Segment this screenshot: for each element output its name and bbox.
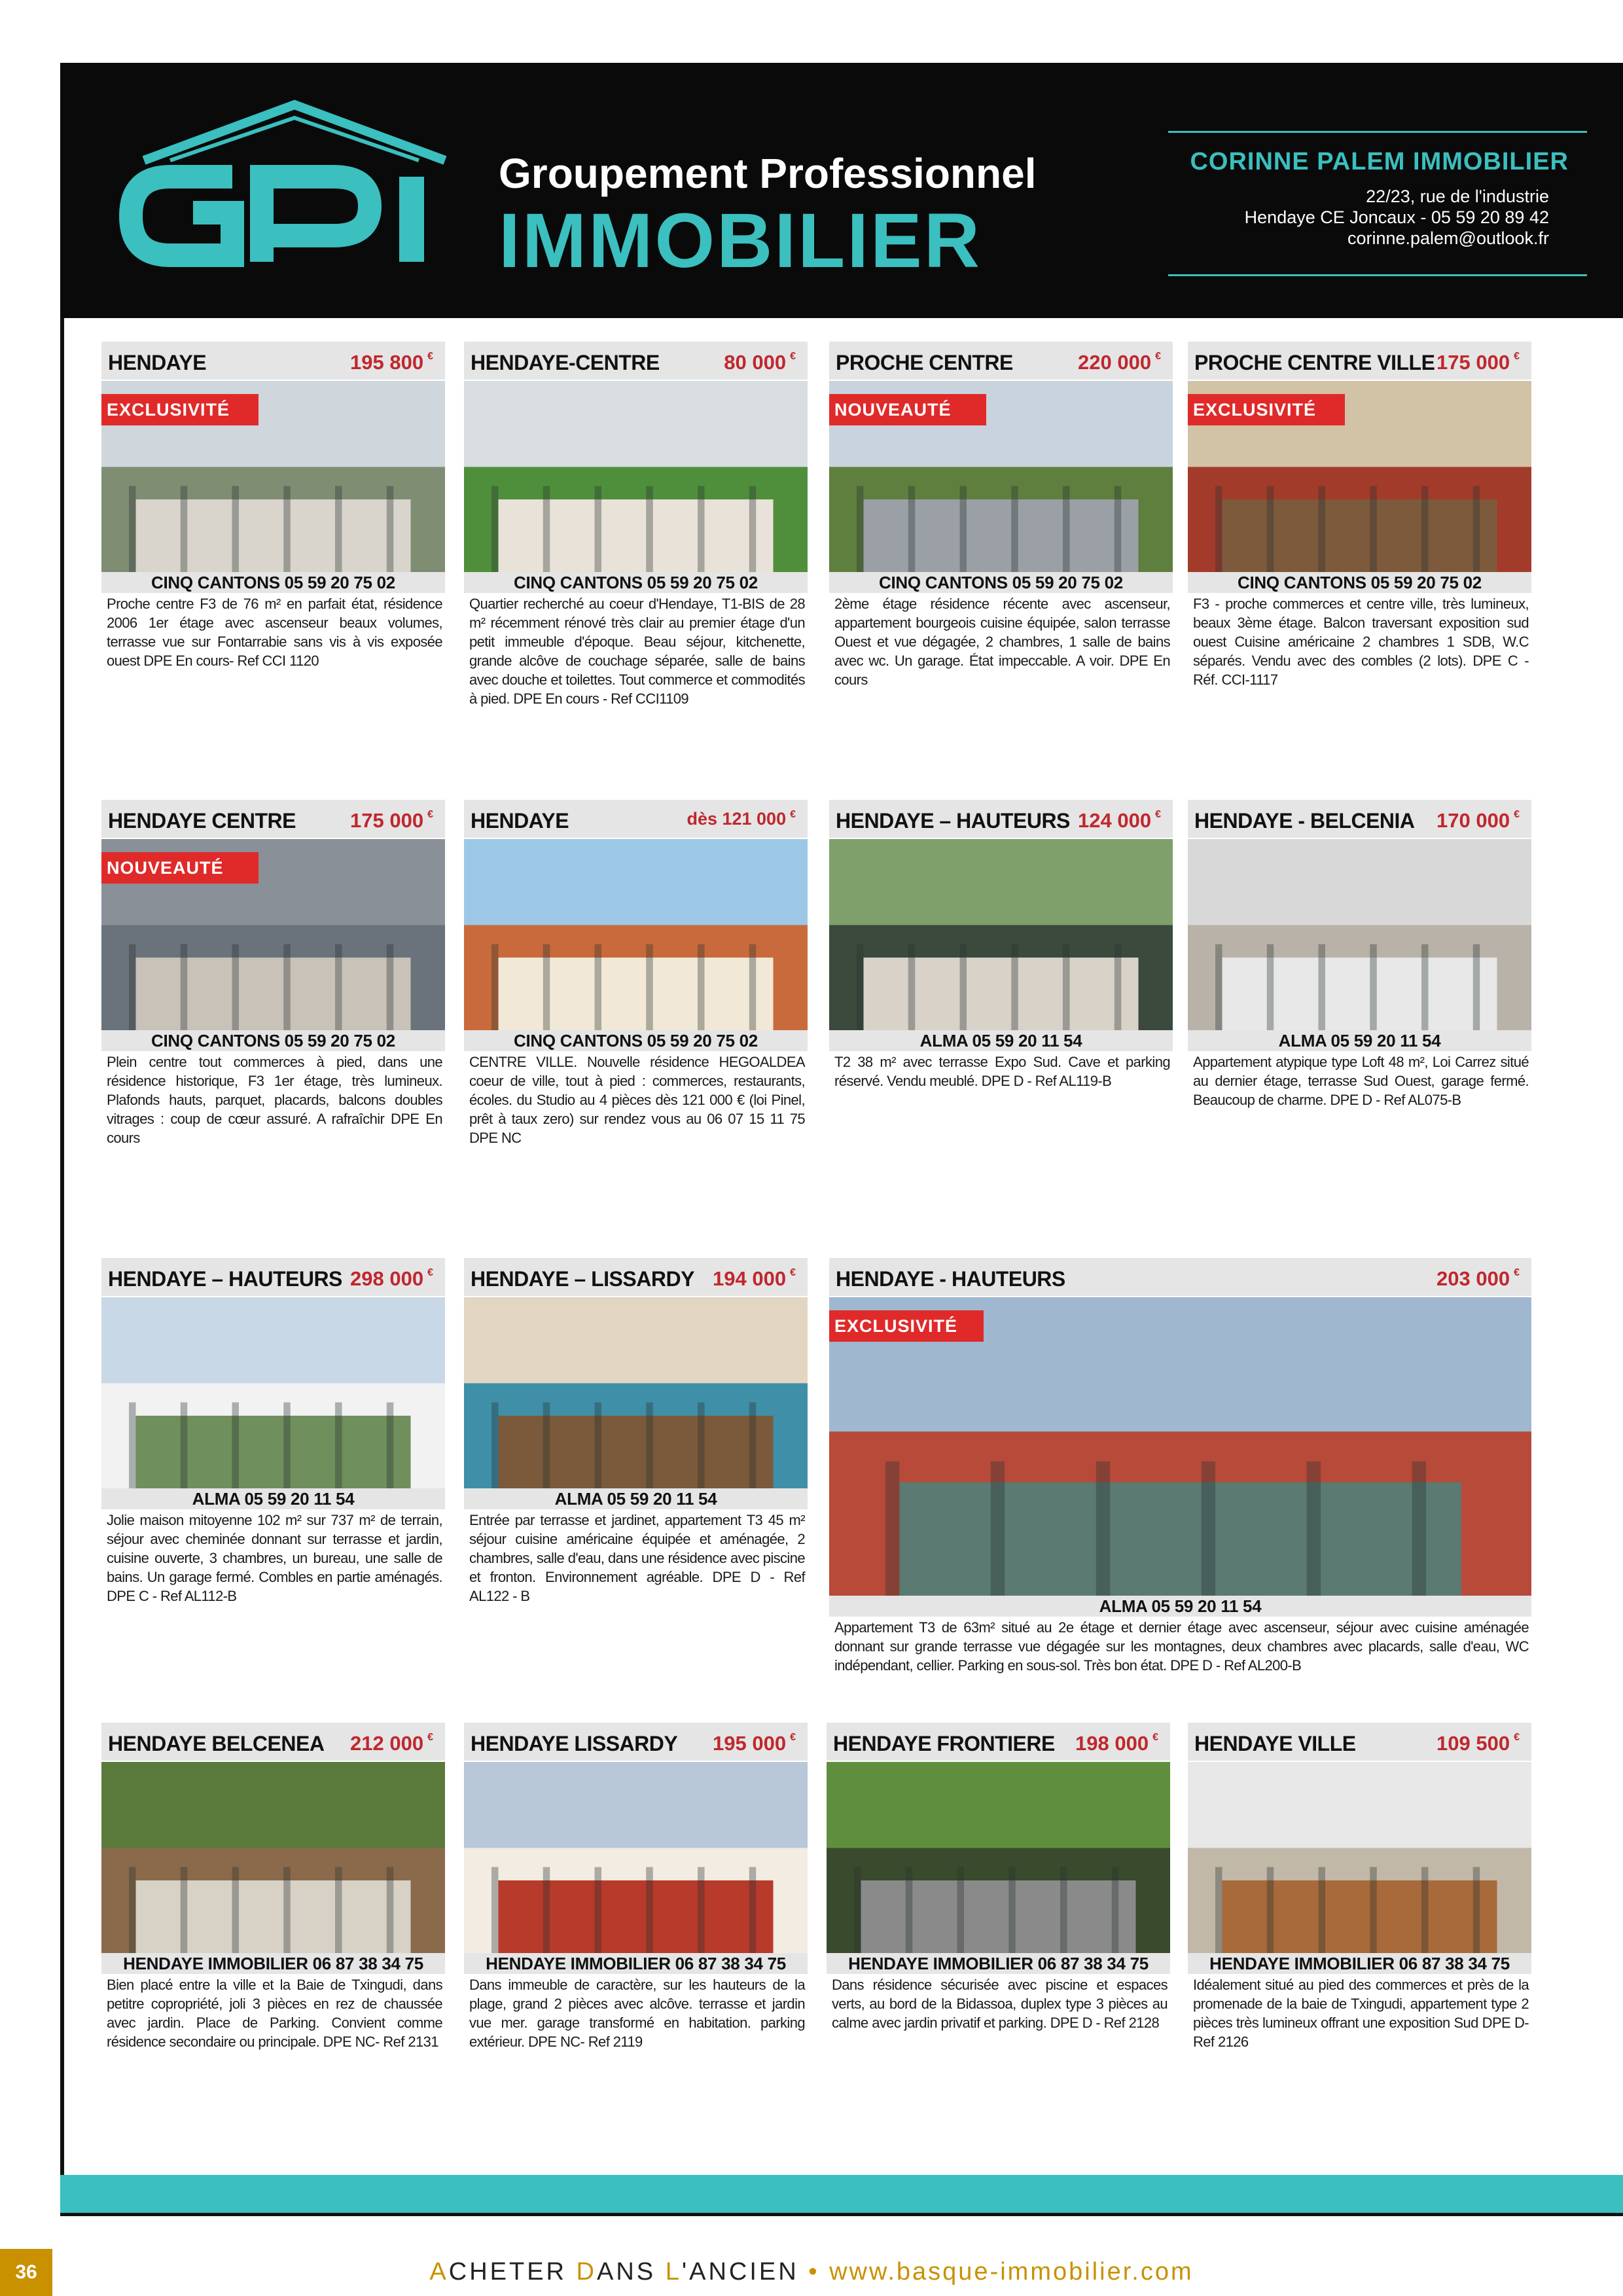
listing-photo[interactable]	[101, 1762, 445, 1953]
listing-contact[interactable]: ALMA 05 59 20 11 54	[829, 1030, 1173, 1051]
currency-symbol: €	[1514, 351, 1520, 362]
listing-price-value: 195 800	[350, 351, 424, 374]
listing-price-value: 194 000	[713, 1267, 787, 1290]
currency-symbol: €	[427, 1267, 433, 1278]
listing-price	[1078, 809, 1161, 833]
listing-price-value: 198 000	[1075, 1732, 1149, 1755]
listing-description: Quartier recherché au coeur d'Hendaye, T1-BIS de 28 m² récemment rénové très clair au premier étage d'un petit immeuble d'époque. Beau séjour, kitchenette, grande alcôve de couchage séparée, salle de bains avec douche et toilettes. Tout commerce et commodités à pied. DPE En cours - Ref CCI1109	[469, 596, 805, 707]
listing-title: HENDAYE - BELCENIA	[1194, 809, 1415, 833]
listing-price	[1078, 351, 1161, 374]
agency-city-phone: Hendaye CE Joncaux - 05 59 20 89 42	[1244, 207, 1549, 227]
listing-header	[1188, 800, 1531, 838]
listing-card[interactable]	[101, 1258, 445, 1681]
listing-card[interactable]	[1188, 800, 1531, 1223]
currency-symbol: €	[1155, 809, 1161, 820]
listing-card[interactable]	[464, 1723, 808, 2132]
listing-photo[interactable]	[101, 1297, 445, 1488]
currency-symbol: €	[427, 1732, 433, 1743]
currency-symbol: €	[427, 351, 433, 362]
listing-price-value: 175 000	[1436, 351, 1510, 374]
listing-card[interactable]	[101, 342, 445, 764]
listing-price-value: 212 000	[350, 1732, 424, 1755]
listing-photo-illustration	[464, 381, 808, 572]
listing-contact[interactable]: ALMA 05 59 20 11 54	[829, 1596, 1531, 1617]
listing-card[interactable]	[829, 342, 1173, 764]
agency-email[interactable]: corinne.palem@outlook.fr	[1347, 228, 1549, 248]
listing-description: Appartement atypique type Loft 48 m², Loi Carrez situé au dernier étage, terrasse Sud Ouest, garage fermé. Beaucoup de charme. DPE D - Ref AL075-B	[1193, 1054, 1529, 1108]
listing-contact[interactable]: ALMA 05 59 20 11 54	[464, 1488, 808, 1509]
listing-card[interactable]	[464, 800, 808, 1223]
listing-photo-illustration	[1188, 839, 1531, 1030]
listing-description: T2 38 m² avec terrasse Expo Sud. Cave et parking réservé. Vendu meublé. DPE D - Ref AL119-B	[834, 1054, 1170, 1089]
listing-price-value: 175 000	[350, 809, 424, 832]
listing-header	[1188, 342, 1531, 380]
listing-contact[interactable]: ALMA 05 59 20 11 54	[101, 1488, 445, 1509]
listing-card[interactable]	[101, 1723, 445, 2132]
listing-card[interactable]	[464, 342, 808, 764]
listing-header	[464, 800, 808, 838]
currency-symbol: €	[427, 809, 433, 820]
currency-symbol: €	[1514, 1267, 1520, 1278]
listing-header	[829, 800, 1173, 838]
listing-photo[interactable]	[829, 839, 1173, 1030]
listing-description: Dans immeuble de caractère, sur les hauteurs de la plage, grand 2 pièces avec alcôve. terrasse et jardin vue mer. garage transformé en habitation. parking extérieur. DPE NC- Ref 2119	[469, 1977, 805, 2050]
listing-card[interactable]	[827, 1723, 1170, 2132]
listing-price-value: 124 000	[1078, 809, 1152, 832]
listing-title: HENDAYE – LISSARDY	[471, 1267, 694, 1291]
listing-card[interactable]	[101, 800, 445, 1223]
listing-title: HENDAYE CENTRE	[108, 809, 296, 833]
listing-description: Dans résidence sécurisée avec piscine et espaces verts, au bord de la Bidassoa, duplex type 3 pièces au calme avec jardin privatif et parking. DPE D - Ref 2128	[832, 1977, 1168, 2031]
listing-contact[interactable]: CINQ CANTONS 05 59 20 75 02	[101, 572, 445, 593]
listing-description: Entrée par terrasse et jardinet, appartement T3 45 m² séjour cuisine américaine équipée et aménagée, 2 chambres, salle d'eau, dans une résidence avec piscine et fronton. Environnement agréable. DPE D - Ref AL122 - B	[469, 1512, 805, 1604]
listing-description: Proche centre F3 de 76 m² en parfait état, résidence 2006 1er étage avec ascenseur beaux volumes, terrasse vue sur Fontarrabie sans vis à vis exposée ouest DPE En cours- Ref CCI 1120	[107, 596, 442, 669]
listing-description: Bien placé entre la ville et la Baie de Txingudi, dans petitre copropriété, joli 3 pièces en rez de chaussée avec jardin. Place de Parking. Convient comme résidence secondaire ou principale. DPE NC- Ref 2131	[107, 1977, 442, 2050]
footer-tagline: ACHETER DANS L'ANCIEN	[429, 2258, 809, 2286]
listing-price	[687, 809, 796, 829]
listing-photo[interactable]	[464, 381, 808, 572]
gpi-logo	[118, 98, 471, 281]
listing-price	[350, 1267, 433, 1291]
listing-price	[713, 1267, 796, 1291]
listing-price-value: 195 000	[713, 1732, 787, 1755]
listing-price-value: 109 500	[1436, 1732, 1510, 1755]
currency-symbol: €	[790, 351, 796, 362]
listing-photo[interactable]	[464, 1762, 808, 1953]
listing-price-value: 170 000	[1436, 809, 1510, 832]
listing-header	[827, 1723, 1170, 1761]
listing-title: HENDAYE – HAUTEURS	[836, 809, 1070, 833]
listing-header	[464, 342, 808, 380]
listing-photo-illustration	[464, 1297, 808, 1488]
listing-badge: EXCLUSIVITÉ	[101, 394, 259, 425]
listing-title: PROCHE CENTRE	[836, 351, 1013, 374]
listing-description: Idéalement situé au pied des commerces et près de la promenade de la baie de Txingudi, appartement type 2 pièces très lumineux offrant une exposition Sud DPE D- Ref 2126	[1193, 1977, 1529, 2050]
listing-header	[829, 1258, 1531, 1296]
footer-tagline-line	[0, 2258, 1623, 2286]
listing-price	[1436, 351, 1520, 374]
listing-contact[interactable]: HENDAYE IMMOBILIER 06 87 38 34 75	[827, 1953, 1170, 1974]
agency-name: CORINNE PALEM IMMOBILIER	[1190, 148, 1569, 175]
listing-card[interactable]	[1188, 342, 1531, 764]
listing-title: HENDAYE	[471, 809, 569, 833]
listing-price	[1436, 1732, 1520, 1755]
listing-title: HENDAYE BELCENEA	[108, 1732, 325, 1755]
listing-title: HENDAYE - HAUTEURS	[836, 1267, 1065, 1291]
listing-price	[713, 1732, 796, 1755]
currency-symbol: €	[1514, 1732, 1520, 1743]
listing-badge: NOUVEAUTÉ	[829, 394, 986, 425]
listing-description: Appartement T3 de 63m² situé au 2e étage et dernier étage avec ascenseur, séjour avec cuisine aménagée donnant sur grande terrasse vue dégagée sur les montagnes, deux chambres avec placards, salle d'eau, WC indépendant, cellier. Parking en sous-sol. Très bon état. DPE D - Ref AL200-B	[834, 1619, 1529, 1674]
agency-top-rule	[1168, 131, 1587, 133]
listing-title: HENDAYE VILLE	[1194, 1732, 1356, 1755]
listing-photo[interactable]	[1188, 839, 1531, 1030]
listing-contact[interactable]: CINQ CANTONS 05 59 20 75 02	[464, 572, 808, 593]
listing-photo-illustration	[1188, 1762, 1531, 1953]
listing-title: HENDAYE LISSARDY	[471, 1732, 678, 1755]
listing-header	[101, 1258, 445, 1296]
listing-price	[350, 809, 433, 833]
listing-photo[interactable]	[1188, 381, 1531, 572]
listing-title: PROCHE CENTRE VILLE	[1194, 351, 1435, 374]
listing-contact[interactable]: HENDAYE IMMOBILIER 06 87 38 34 75	[1188, 1953, 1531, 1974]
listing-header	[464, 1723, 808, 1761]
listing-price-value: dès 121 000	[687, 809, 787, 829]
listing-card[interactable]	[829, 800, 1173, 1223]
listing-price-value: 220 000	[1078, 351, 1152, 374]
listing-description: Plein centre tout commerces à pied, dans une résidence historique, F3 1er étage, très lumineux. Plafonds hauts, parquet, placards, balcons doubles vitrages : coup de cœur assuré. A rafraîchir DPE En cours	[107, 1054, 442, 1146]
listing-badge: EXCLUSIVITÉ	[829, 1310, 984, 1342]
listing-photo-illustration	[101, 1762, 445, 1953]
listing-photo[interactable]	[827, 1762, 1170, 1953]
listing-card[interactable]	[829, 1258, 1531, 1716]
listing-contact[interactable]: HENDAYE IMMOBILIER 06 87 38 34 75	[101, 1953, 445, 1974]
agency-info	[1245, 186, 1549, 249]
listing-contact[interactable]: HENDAYE IMMOBILIER 06 87 38 34 75	[464, 1953, 808, 1974]
listing-photo[interactable]	[101, 839, 445, 1030]
currency-symbol: €	[1514, 809, 1520, 820]
listing-photo-illustration	[101, 1297, 445, 1488]
page-number: 36	[0, 2249, 52, 2296]
listing-header	[101, 800, 445, 838]
currency-symbol: €	[1155, 351, 1161, 362]
listing-badge: NOUVEAUTÉ	[101, 852, 259, 884]
listing-header	[464, 1258, 808, 1296]
currency-symbol: €	[790, 1267, 796, 1278]
listing-price	[350, 351, 433, 374]
listing-price	[1075, 1732, 1158, 1755]
listing-card[interactable]	[464, 1258, 808, 1681]
currency-symbol: €	[1152, 1732, 1158, 1743]
listing-header	[101, 1723, 445, 1761]
listing-price	[724, 351, 796, 374]
listing-photo-illustration	[829, 839, 1173, 1030]
listing-photo[interactable]	[829, 1297, 1531, 1596]
listing-photo[interactable]	[464, 1297, 808, 1488]
listing-contact[interactable]: ALMA 05 59 20 11 54	[1188, 1030, 1531, 1051]
listing-photo[interactable]	[101, 381, 445, 572]
listing-photo-illustration	[827, 1762, 1170, 1953]
listing-description: F3 - proche commerces et centre ville, très lumineux, beaux 3ème étage. Balcon traversant exposition sud ouest Cuisine américaine 2 chambres 1 SDB, W.C séparés. Vendu avec des combles (2 lots). DPE C - Réf. CCI-1117	[1193, 596, 1529, 688]
agency-contact-block	[1168, 131, 1587, 276]
listing-card[interactable]	[1188, 1723, 1531, 2132]
listing-price	[350, 1732, 433, 1755]
listing-contact[interactable]: CINQ CANTONS 05 59 20 75 02	[829, 572, 1173, 593]
brand-line-1: Groupement Professionnel	[499, 150, 1037, 197]
listing-header	[101, 342, 445, 380]
listing-price	[1436, 809, 1520, 833]
listing-contact[interactable]: CINQ CANTONS 05 59 20 75 02	[464, 1030, 808, 1051]
listing-description: 2ème étage résidence récente avec ascenseur, appartement bourgeois cuisine équipée, salon terrasse Ouest et vue dégagée, 2 chambres, 1 salle de bains avec wc. Un garage. État impeccable. A voir. DPE En cours	[834, 596, 1170, 688]
listing-header	[1188, 1723, 1531, 1761]
listing-photo-illustration	[464, 839, 808, 1030]
listing-header	[829, 342, 1173, 380]
listing-contact[interactable]: CINQ CANTONS 05 59 20 75 02	[101, 1030, 445, 1051]
listing-price-value: 298 000	[350, 1267, 424, 1290]
listing-price-value: 80 000	[724, 351, 787, 374]
listing-photo[interactable]	[829, 381, 1173, 572]
currency-symbol: €	[790, 1732, 796, 1743]
brand-line-2: IMMOBILIER	[499, 198, 982, 284]
listing-title: HENDAYE – HAUTEURS	[108, 1267, 342, 1291]
listing-photo[interactable]	[464, 839, 808, 1030]
listing-description: CENTRE VILLE. Nouvelle résidence HEGOALDEA coeur de ville, tout à pied : commerces, restaurants, écoles. du Studio au 4 pièces dès 121 000 € (loi Pinel, prêt à taux zero) sur rendez vous au 06 07 15 11 75 DPE NC	[469, 1054, 805, 1146]
listing-contact[interactable]: CINQ CANTONS 05 59 20 75 02	[1188, 572, 1531, 593]
listing-price	[1436, 1267, 1520, 1291]
agency-address: 22/23, rue de l'industrie	[1366, 187, 1549, 206]
listing-title: HENDAYE-CENTRE	[471, 351, 660, 374]
listing-title: HENDAYE	[108, 351, 207, 374]
listing-photo[interactable]	[1188, 1762, 1531, 1953]
footer-teal-bar	[60, 2175, 1623, 2213]
footer-website[interactable]: www.basque-immobilier.com	[829, 2258, 1194, 2286]
listing-photo-illustration	[464, 1762, 808, 1953]
listing-title: HENDAYE FRONTIERE	[833, 1732, 1055, 1755]
listing-description: Jolie maison mitoyenne 102 m² sur 737 m² de terrain, séjour avec cheminée donnant sur terrasse et jardin, cuisine ouverte, 3 chambres, un bureau, une salle de bains. Un garage fermé. Combles en partie aménagés. DPE C - Ref AL112-B	[107, 1512, 442, 1604]
listing-price-value: 203 000	[1436, 1267, 1510, 1290]
listing-badge: EXCLUSIVITÉ	[1188, 394, 1345, 425]
agency-bottom-rule	[1168, 274, 1587, 276]
currency-symbol: €	[790, 809, 796, 820]
footer-separator: •	[808, 2258, 820, 2286]
listing-photo-illustration	[829, 1297, 1531, 1596]
